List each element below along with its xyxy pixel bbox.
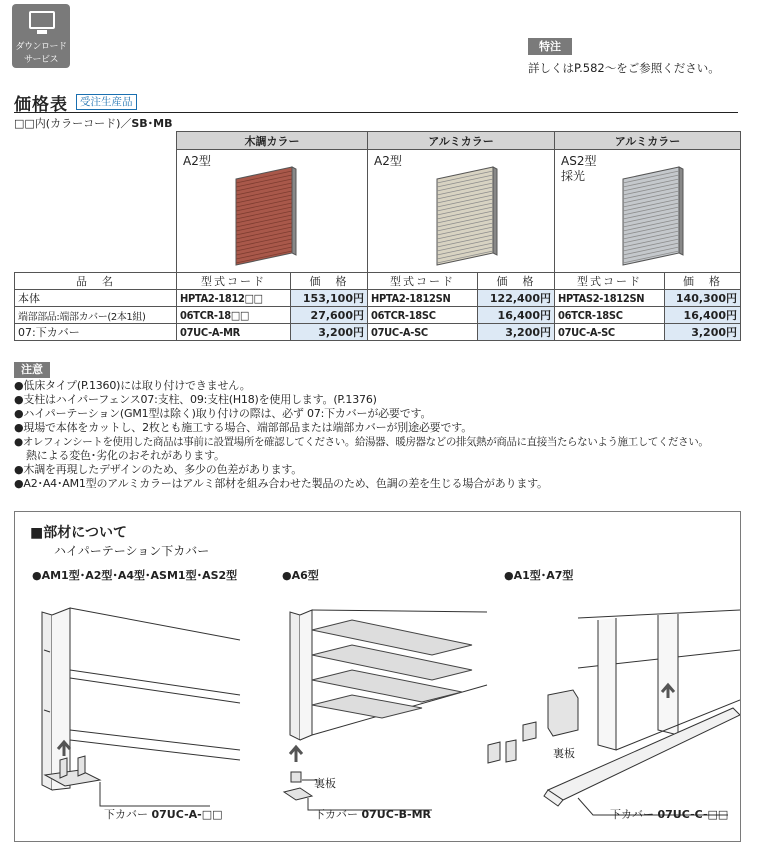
price-value: 140,300円 <box>665 290 741 307</box>
model-code: 06TCR-18□□ <box>177 307 291 324</box>
col-code-3: 型式コード <box>555 273 665 290</box>
model-code: 06TCR-18SC <box>368 307 478 324</box>
price-value: 16,400円 <box>478 307 555 324</box>
parts-title: ■部材について <box>30 525 127 541</box>
price-value: 122,400円 <box>478 290 555 307</box>
image-row <box>15 150 741 273</box>
table-row <box>15 307 741 324</box>
panel-body <box>623 167 679 265</box>
panel-body <box>236 167 292 265</box>
price-value: 153,100円 <box>291 290 368 307</box>
note-line: ●低床タイプ(P.1360)には取り付けできません。 <box>14 379 251 392</box>
model-code: HPTA2-1812□□ <box>177 290 291 307</box>
parts-subtitle: ハイパーテーション下カバー <box>54 544 210 558</box>
type-label-as2: AS2型 採光 <box>561 154 597 183</box>
cover-label-2: 下カバー 07UC-B-MR <box>314 808 431 821</box>
note-line: ●木調を再現したデザインのため、多少の色差があります。 <box>14 463 303 476</box>
group-name-wood: 木調カラー <box>177 132 368 150</box>
illustration-type-a <box>30 600 250 825</box>
price-value: 3,200円 <box>291 324 368 341</box>
panel-body <box>437 167 493 265</box>
product-cell-as2-alumi <box>555 150 741 273</box>
model-code: 07UC-A-SC <box>368 324 478 341</box>
note-line: 熱による変色･劣化のおそれがあります。 <box>26 449 225 462</box>
type-label-wood: A2型 <box>183 154 211 168</box>
color-code-bold: SB･MB <box>131 117 173 130</box>
type-label-alumi: A2型 <box>374 154 402 168</box>
panel-heading-3: ●A1型･A7型 <box>504 569 574 582</box>
product-cell-a2-wood <box>177 150 368 273</box>
group-header-row <box>15 132 741 150</box>
panel-image-alumi <box>433 165 503 267</box>
panel-heading-2: ●A6型 <box>282 569 319 582</box>
col-price-1: 価 格 <box>291 273 368 290</box>
cover-code-1: 07UC-A-□□ <box>151 808 223 821</box>
model-code: 07UC-A-MR <box>177 324 291 341</box>
price-value: 27,600円 <box>291 307 368 324</box>
col-item: 品 名 <box>15 273 177 290</box>
cover-code-3: 07UC-C-□□ <box>657 808 729 821</box>
model-code: HPTA2-1812SN <box>368 290 478 307</box>
col-code-1: 型式コード <box>177 273 291 290</box>
note-line: ●ハイパーテーション(GM1型は除く)取り付けの際は、必ず 07:下カバーが必要です。 <box>14 407 432 420</box>
panel-edge <box>292 167 296 255</box>
panel-heading-1: ●AM1型･A2型･A4型･ASM1型･AS2型 <box>32 569 238 582</box>
model-code: 07UC-A-SC <box>555 324 665 341</box>
item-name: 本体 <box>15 290 177 307</box>
caution-label: 注意 <box>14 362 50 378</box>
model-code: HPTAS2-1812SN <box>555 290 665 307</box>
cover-code-2: 07UC-B-MR <box>361 808 431 821</box>
ura-label-3: 裏板 <box>553 747 575 760</box>
table-row <box>15 290 741 307</box>
type-sub-label: 採光 <box>561 169 586 183</box>
made-to-order-badge: 受注生産品 <box>76 94 137 110</box>
page-title: 価格表 <box>14 95 68 115</box>
panel-edge <box>493 167 497 255</box>
note-line: ●支柱はハイパーフェンス07:支柱、09:支柱(H18)を使用します。(P.1376) <box>14 393 377 406</box>
price-value: 3,200円 <box>478 324 555 341</box>
price-value: 16,400円 <box>665 307 741 324</box>
group-name-alumi-1: アルミカラー <box>368 132 555 150</box>
item-name: 07:下カバー <box>15 324 177 341</box>
item-name: 端部部品:端部カバー(2本1組) <box>15 307 177 324</box>
note-line: ●A2･A4･AM1型のアルミカラーはアルミ部材を組み合わせた製品のため、色調の差を生じる場合があります。 <box>14 477 548 490</box>
product-cell-a2-alumi <box>368 150 555 273</box>
panel-image-as2 <box>619 165 689 267</box>
note-line: ●オレフィンシートを使用した商品は事前に設置場所を確認してください。給湯器、暖房器などの排気熱が商品に直接当たらないよう施工してください。 <box>14 436 709 448</box>
special-order-note: 詳しくはP.582～をご参照ください。 <box>528 61 720 75</box>
panel-edge <box>679 167 683 255</box>
monitor-icon <box>29 11 55 29</box>
special-order-label: 特注 <box>528 38 572 55</box>
illustration-type-b <box>272 600 497 825</box>
col-price-3: 価 格 <box>665 273 741 290</box>
ura-label-2: 裏板 <box>314 777 336 790</box>
col-price-2: 価 格 <box>478 273 555 290</box>
panel-image-wood <box>232 165 302 267</box>
download-service-badge[interactable] <box>12 4 70 68</box>
price-table <box>14 131 741 341</box>
download-line2: サービス <box>23 55 58 65</box>
col-code-2: 型式コード <box>368 273 478 290</box>
table-row <box>15 324 741 341</box>
cover-label-1: 下カバー 07UC-A-□□ <box>104 808 223 821</box>
price-value: 3,200円 <box>665 324 741 341</box>
column-header-row <box>15 273 741 290</box>
note-line: ●現場で本体をカットし、2枚とも施工する場合、端部部品または端部カバーが別途必要です。 <box>14 421 473 434</box>
model-code: 06TCR-18SC <box>555 307 665 324</box>
cover-label-3: 下カバー 07UC-C-□□ <box>610 808 729 821</box>
group-name-alumi-2: アルミカラー <box>555 132 741 150</box>
caution-notes <box>14 379 708 491</box>
download-line1: ダウンロード <box>15 42 67 52</box>
color-code-note: □□内(カラーコード)／SB･MB <box>14 117 173 130</box>
illustration-type-c <box>478 590 740 825</box>
title-divider <box>14 112 738 113</box>
